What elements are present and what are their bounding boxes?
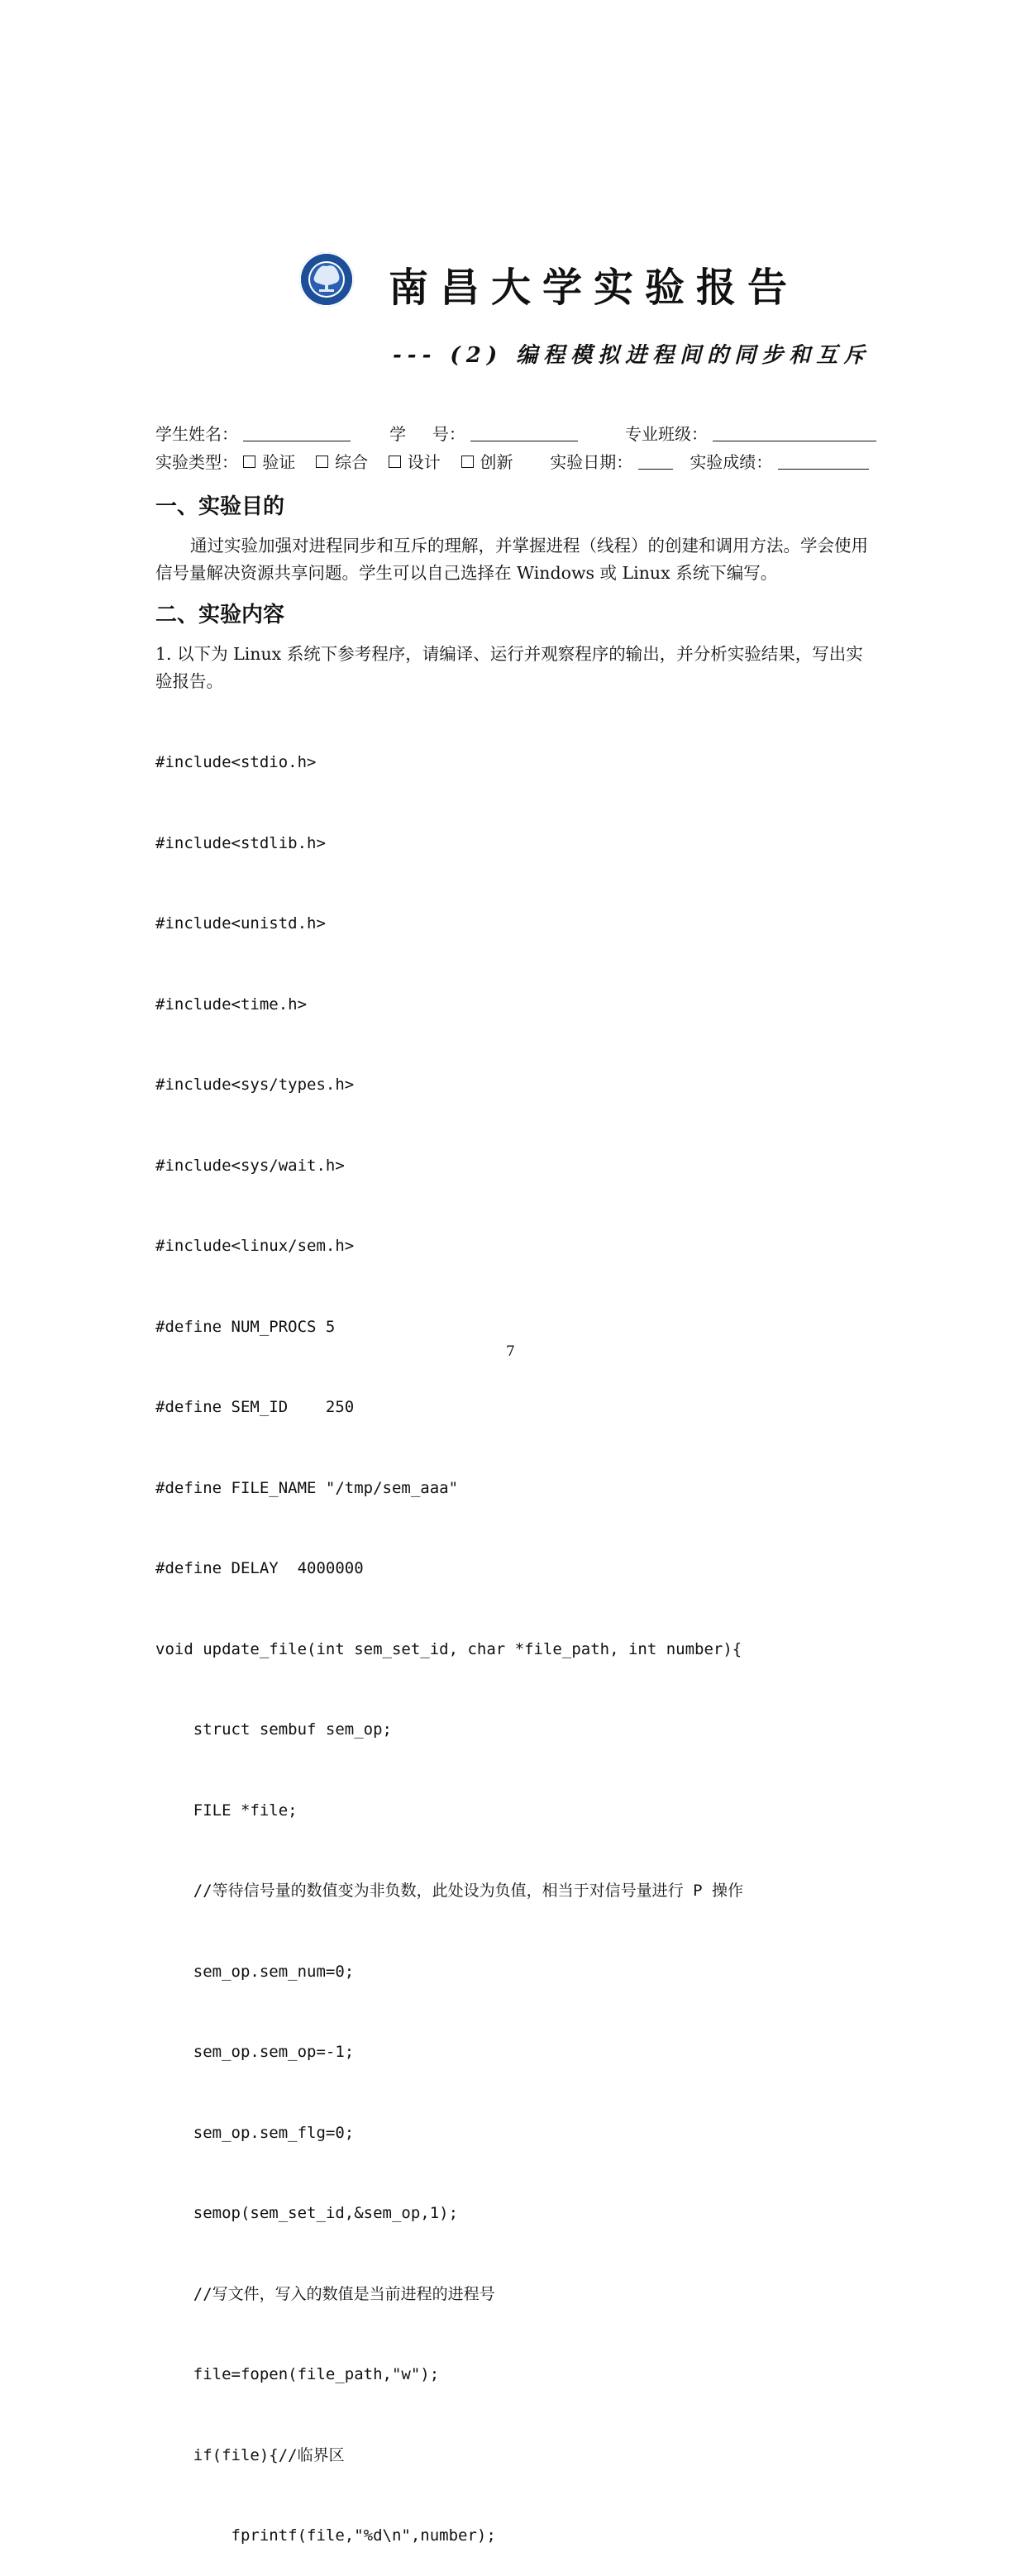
type-label: 实验类型： <box>155 452 238 472</box>
code-listing <box>155 695 743 2576</box>
code-line: //写文件，写入的数值是当前进程的进程号 <box>155 2284 495 2303</box>
option-comprehensive: 综合 <box>335 452 369 472</box>
name-field[interactable] <box>243 424 351 441</box>
id-field[interactable] <box>470 424 578 441</box>
page-number: 7 <box>506 1343 515 1360</box>
date-label: 实验日期： <box>550 452 633 472</box>
code-line: #define SEM_ID 250 <box>155 1398 355 1416</box>
date-field[interactable] <box>638 452 673 470</box>
code-line: sem_op.sem_num=0; <box>155 1962 355 1981</box>
checkbox-innovation[interactable] <box>461 456 474 468</box>
option-design: 设计 <box>407 452 441 472</box>
id-label: 学 号： <box>389 424 465 444</box>
code-line: sem_op.sem_flg=0; <box>155 2123 355 2142</box>
code-line: #define NUM_PROCS 5 <box>155 1317 336 1336</box>
code-line: #include<time.h> <box>155 995 308 1014</box>
code-line: FILE *file; <box>155 1801 298 1820</box>
code-line: semop(sem_set_id,&sem_op,1); <box>155 2204 459 2222</box>
class-field[interactable] <box>713 424 876 441</box>
code-line: //等待信号量的数值变为非负数，此处设为负值，相当于对信号量进行 P 操作 <box>155 1882 743 1900</box>
section-heading-content: 二、实验内容 <box>155 603 285 627</box>
code-line: #define DELAY 4000000 <box>155 1559 364 1577</box>
section-heading-purpose: 一、实验目的 <box>155 494 285 519</box>
checkbox-comprehensive[interactable] <box>316 456 328 468</box>
code-line: sem_op.sem_op=-1; <box>155 2043 355 2061</box>
code-line: #include<sys/types.h> <box>155 1076 355 1094</box>
code-line: if(file){//临界区 <box>155 2445 345 2464</box>
code-line: fprintf(file,"%d\n",number); <box>155 2526 496 2545</box>
code-line: #include<sys/wait.h> <box>155 1156 345 1175</box>
score-field[interactable] <box>778 452 869 470</box>
code-line: #include<stdio.h> <box>155 753 317 771</box>
code-line: #define FILE_NAME "/tmp/sem_aaa" <box>155 1478 459 1497</box>
name-label: 学生姓名： <box>155 424 238 444</box>
content-paragraph: 1. 以下为 Linux 系统下参考程序，请编译、运行并观察程序的输出，并分析实验结果，写出实验报告。 <box>155 644 863 691</box>
code-line: file=fopen(file_path,"w"); <box>155 2365 440 2383</box>
report-title: 南昌大学实验报告 <box>389 265 799 311</box>
code-line: void update_file(int sem_set_id, char *file_path, int number){ <box>155 1639 742 1658</box>
student-info-row <box>155 422 875 446</box>
checkbox-verify[interactable] <box>243 456 255 468</box>
option-verify: 验证 <box>262 452 296 472</box>
checkbox-design[interactable] <box>389 456 401 468</box>
option-innovation: 创新 <box>480 452 513 472</box>
code-line: #include<unistd.h> <box>155 914 326 933</box>
university-logo <box>299 252 354 307</box>
score-label: 实验成绩： <box>690 452 773 472</box>
code-line: #include<linux/sem.h> <box>155 1237 355 1255</box>
class-label: 专业班级： <box>624 424 708 444</box>
purpose-paragraph: 通过实验加强对进程同步和互斥的理解，并掌握进程（线程）的创建和调用方法。学会使用信号量解决资源共享问题。学生可以自己选择在 Windows 或 Linux 系统下编写。 <box>155 536 868 583</box>
code-line: struct sembuf sem_op; <box>155 1720 392 1739</box>
code-line: #include<stdlib.h> <box>155 833 326 852</box>
report-subtitle: --- (2) 编程模拟进程间的同步和互斥 <box>393 343 871 368</box>
experiment-info-row <box>155 450 875 475</box>
